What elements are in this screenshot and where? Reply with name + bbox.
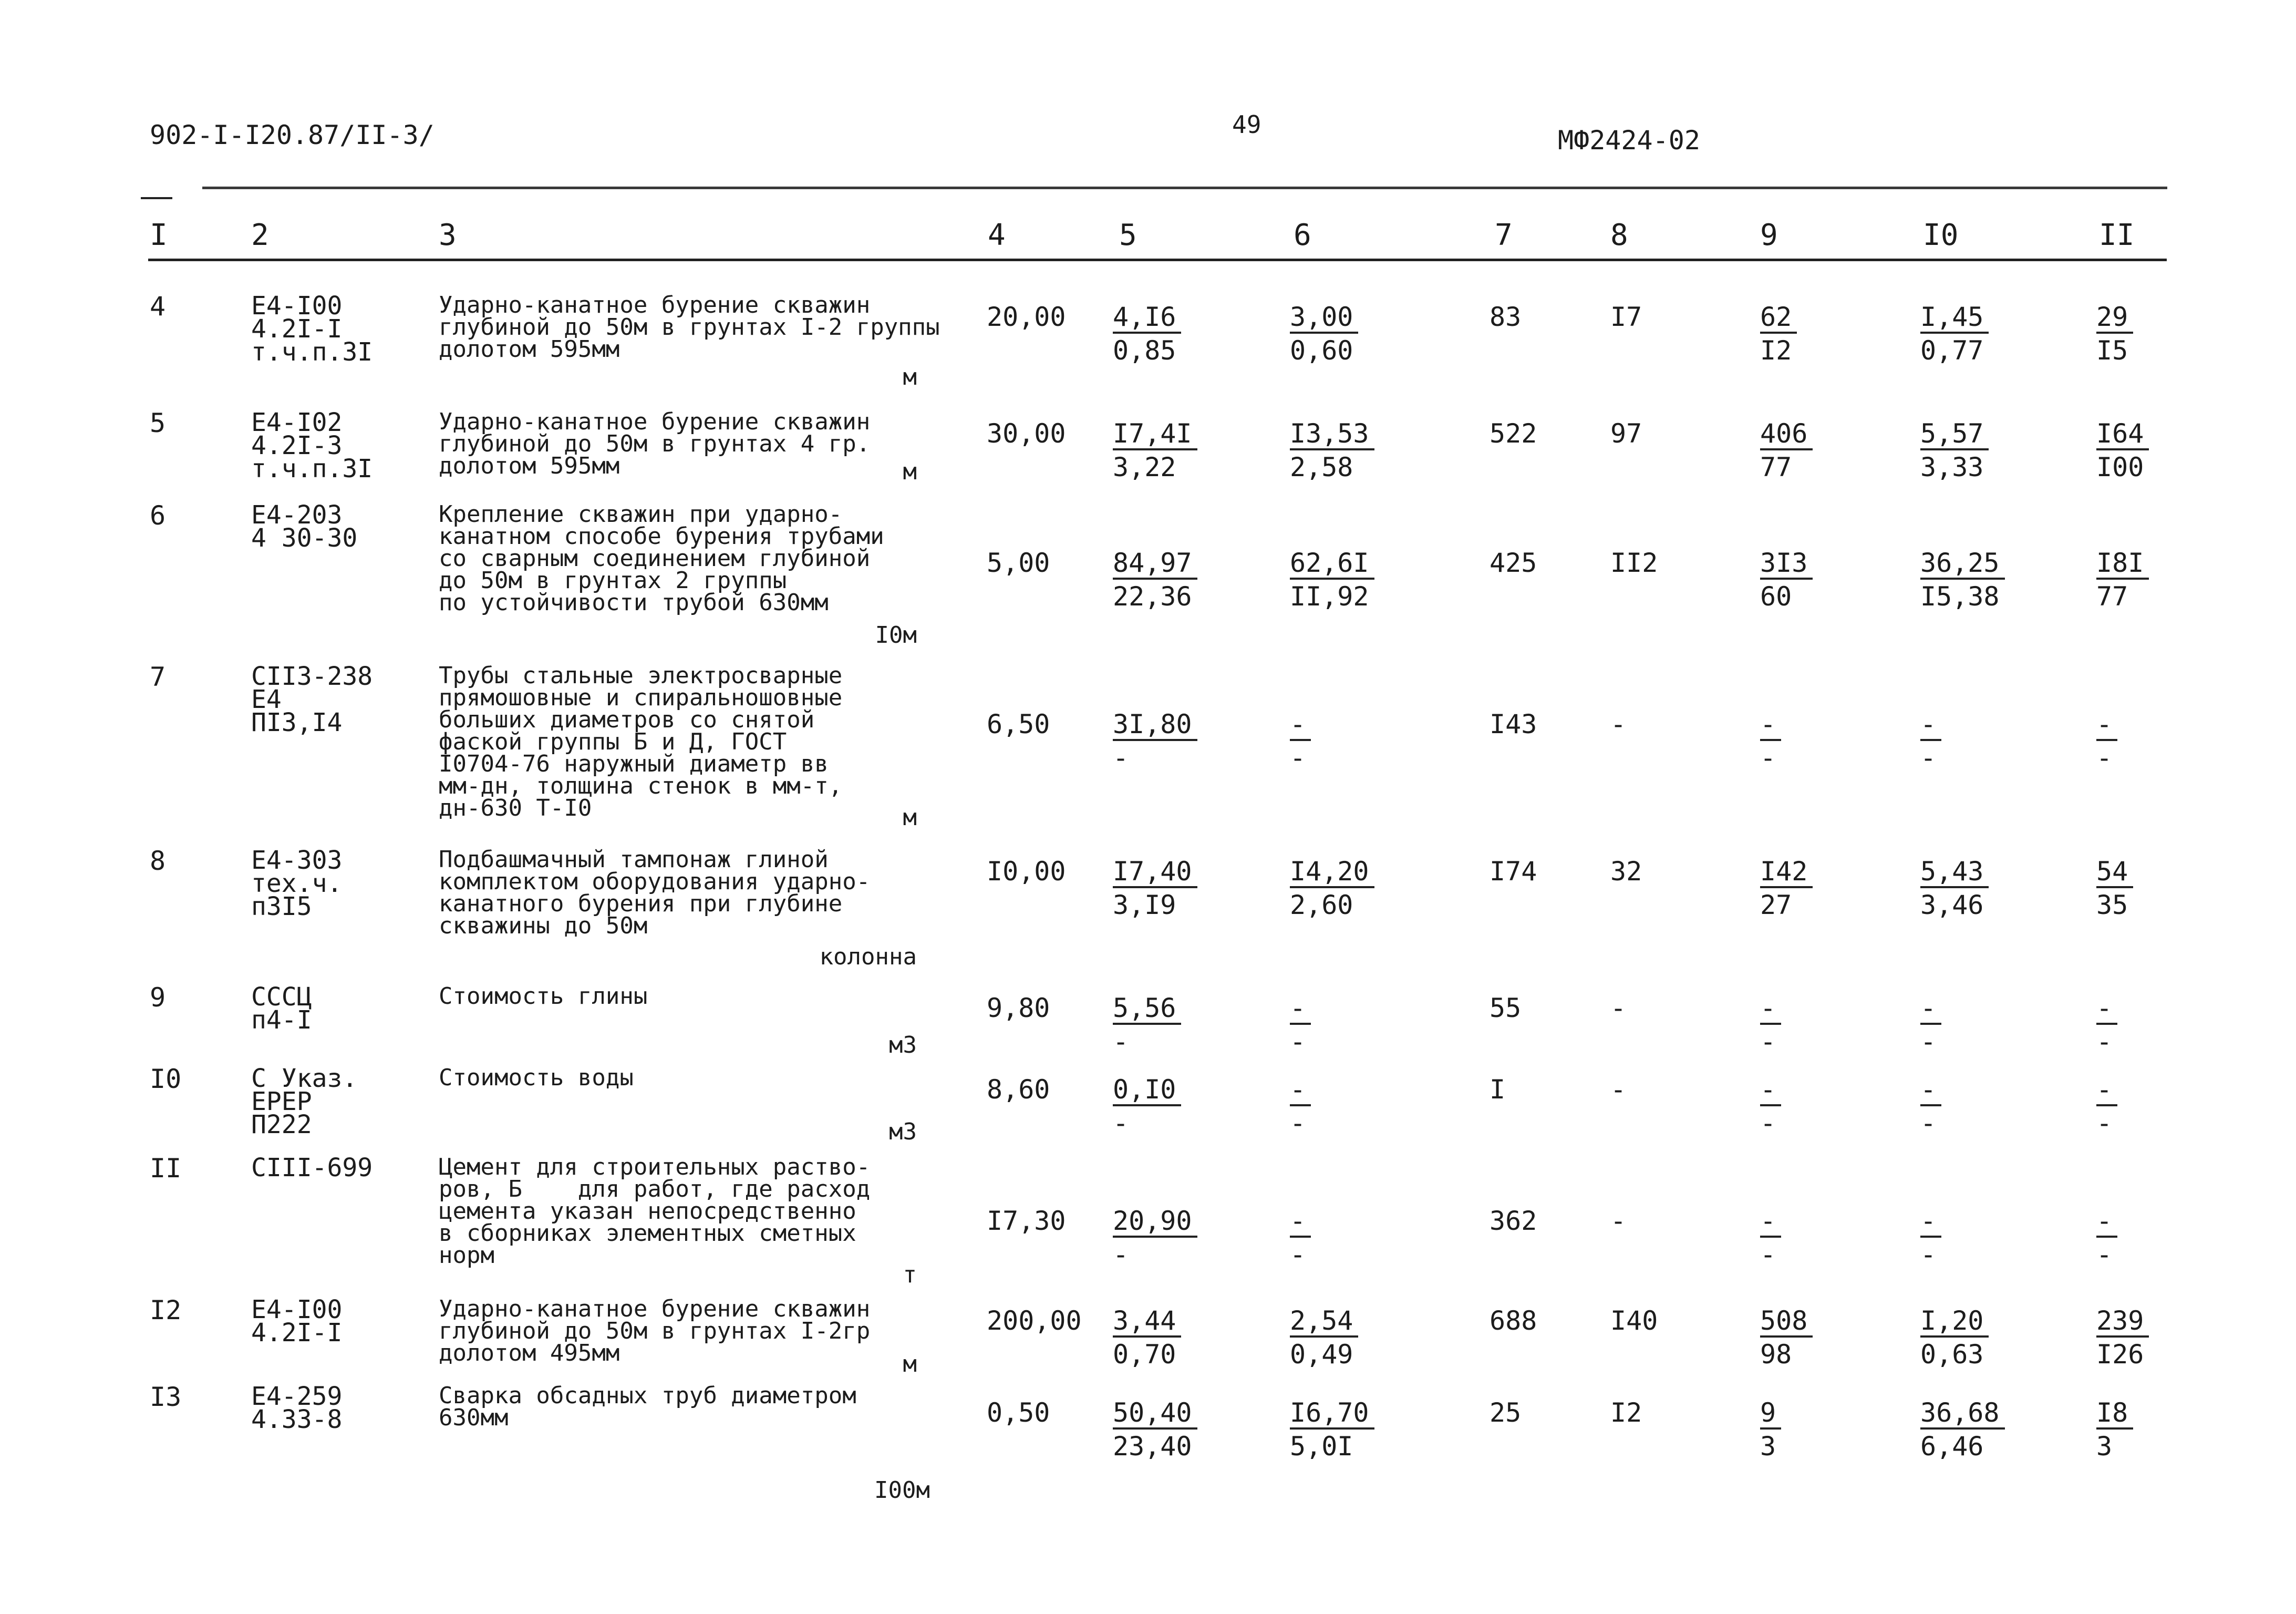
row-number: 8: [150, 846, 166, 876]
cost-c7: 425: [1490, 548, 1537, 578]
page-number: 49: [1232, 110, 1261, 139]
cost-c6-numerator: -: [1290, 1206, 1311, 1238]
column-header-3: 3: [439, 218, 457, 252]
quantity-value: 20,00: [987, 302, 1066, 332]
cost-c10: [1920, 416, 1989, 484]
work-description-line: Ударно-канатное бурение скважин: [439, 1296, 871, 1322]
cost-c5-numerator: 4,I6: [1113, 302, 1181, 334]
cost-c8: -: [1610, 1074, 1627, 1105]
quantity-value: 30,00: [987, 418, 1066, 449]
column-header-9: 9: [1760, 218, 1778, 252]
cost-c9-denominator: 77: [1760, 452, 1792, 482]
cost-c6-denominator: -: [1290, 1026, 1306, 1057]
cost-c6-denominator: -: [1290, 1239, 1306, 1270]
work-description-line: скважины до 50м: [439, 912, 648, 939]
cost-c10: [1920, 1303, 1989, 1371]
cost-c11-denominator: 35: [2096, 890, 2128, 920]
cost-c11-numerator: -: [2096, 993, 2117, 1025]
cost-c9-denominator: I2: [1760, 335, 1792, 366]
cost-c11: [2096, 1072, 2117, 1139]
cost-c9-numerator: 3I3: [1760, 548, 1813, 580]
cost-c5-denominator: 0,70: [1113, 1339, 1176, 1370]
norm-code-line: т.ч.п.3I: [251, 454, 373, 484]
norm-code: [251, 408, 373, 484]
norm-code: [251, 662, 373, 737]
cost-c5-numerator: 5,56: [1113, 993, 1181, 1025]
cost-c6: [1290, 1303, 1358, 1371]
cost-c9-denominator: -: [1760, 1108, 1776, 1138]
work-description-line: в сборниках элементных сметных: [439, 1220, 856, 1247]
work-description-line: Сварка обсадных труб диаметром: [439, 1382, 856, 1409]
cost-c5: [1113, 1303, 1181, 1371]
cost-c10-numerator: -: [1920, 993, 1941, 1025]
cost-c11: [2096, 1303, 2149, 1371]
work-description-line: Крепление скважин при ударно-: [439, 501, 843, 528]
column-header-1: I: [150, 218, 168, 252]
norm-code-line: СIII-699: [251, 1153, 373, 1183]
cost-c6: [1290, 1072, 1311, 1139]
quantity-value: I0,00: [987, 856, 1066, 887]
cost-c5: [1113, 300, 1181, 367]
cost-c5-denominator: -: [1113, 1239, 1129, 1270]
cost-c9-numerator: -: [1760, 1206, 1781, 1238]
cost-c8: I40: [1610, 1305, 1658, 1336]
work-description-line: по устойчивости трубой 630мм: [439, 589, 829, 616]
work-description: [439, 1156, 870, 1267]
row-number: I2: [150, 1295, 182, 1325]
work-description-line: фаской группы Б и Д, ГОСТ: [439, 728, 787, 755]
cost-c10-numerator: I,45: [1920, 302, 1989, 334]
norm-code-line: 4.33-8: [251, 1405, 343, 1434]
work-description-line: цемента указан непосредственно: [439, 1198, 856, 1225]
cost-c9-denominator: 27: [1760, 890, 1792, 920]
work-description-line: Ударно-канатное бурение скважин: [439, 408, 871, 435]
work-description-line: норм: [439, 1242, 494, 1269]
cost-c10-denominator: -: [1920, 743, 1937, 773]
cost-c7: I43: [1490, 709, 1537, 739]
norm-code-line: п3I5: [251, 892, 312, 921]
row-number: 4: [150, 291, 166, 322]
norm-code-line: п4-I: [251, 1005, 312, 1035]
row-number: I0: [150, 1064, 182, 1094]
cost-c11-denominator: I00: [2096, 452, 2144, 482]
work-description-line: долотом 595мм: [439, 453, 620, 479]
cost-c11-denominator: -: [2096, 1108, 2113, 1138]
cost-c10-denominator: 6,46: [1920, 1431, 1984, 1462]
norm-code: [251, 846, 343, 921]
norm-code-line: тех.ч.: [251, 869, 343, 898]
cost-c10: [1920, 854, 1989, 921]
work-description-line: глубиной до 50м в грунтах I-2гр: [439, 1318, 871, 1344]
work-description: [439, 1382, 856, 1431]
quantity-value: 5,00: [987, 548, 1050, 578]
work-description-line: долотом 495мм: [439, 1340, 620, 1366]
quantity-value: 0,50: [987, 1397, 1050, 1428]
unit-of-measure: т: [903, 1261, 917, 1288]
cost-c9: [1760, 1204, 1781, 1271]
cost-c6-denominator: -: [1290, 743, 1306, 773]
cost-c8: I2: [1610, 1397, 1642, 1428]
cost-c5-denominator: 3,I9: [1113, 890, 1176, 920]
cost-c10: [1920, 991, 1941, 1058]
norm-code: [251, 1064, 358, 1139]
norm-code-line: Е4-I00: [251, 291, 343, 321]
cost-c6: [1290, 1395, 1374, 1463]
norm-code-line: С Указ.: [251, 1064, 358, 1093]
work-description-line: глубиной до 50м в грунтах 4 гр.: [439, 430, 871, 457]
quantity-value: 200,00: [987, 1305, 1082, 1336]
cost-c11-numerator: 239: [2096, 1306, 2149, 1338]
cost-c9: [1760, 991, 1781, 1058]
unit-of-measure: м3: [889, 1118, 917, 1145]
cost-c5: [1113, 707, 1197, 774]
column-header-5: 5: [1119, 218, 1137, 252]
norm-code-line: 4.2I-3: [251, 431, 343, 460]
cost-c9: [1760, 1303, 1813, 1371]
top-rule: [202, 187, 2167, 189]
cost-c10-numerator: 5,57: [1920, 419, 1989, 450]
cost-c9: [1760, 546, 1813, 613]
cost-c11-denominator: -: [2096, 743, 2113, 773]
work-description-line: Стоимость воды: [439, 1064, 634, 1091]
cost-c6: [1290, 416, 1374, 484]
cost-c11-numerator: -: [2096, 1075, 2117, 1106]
cost-c10-denominator: 3,46: [1920, 890, 1984, 920]
column-header-4: 4: [988, 218, 1006, 252]
row-number: 7: [150, 662, 166, 692]
cost-c7: 522: [1490, 418, 1537, 449]
column-header-10: I0: [1923, 218, 1959, 252]
top-rule-short: [141, 197, 172, 199]
cost-c6-numerator: 3,00: [1290, 302, 1358, 334]
cost-c8: -: [1610, 993, 1627, 1023]
cost-c11-denominator: I5: [2096, 335, 2128, 366]
row-number: 5: [150, 408, 166, 438]
cost-c11-denominator: I26: [2096, 1339, 2144, 1370]
norm-code: [251, 1382, 343, 1434]
cost-c7: 25: [1490, 1397, 1522, 1428]
cost-c10-numerator: -: [1920, 1206, 1941, 1238]
norm-code-line: Е4-I00: [251, 1295, 343, 1324]
cost-c11: [2096, 546, 2149, 613]
cost-c6-numerator: I4,20: [1290, 857, 1374, 888]
unit-of-measure: I0м: [875, 622, 917, 649]
unit-of-measure: I00м: [874, 1477, 930, 1504]
cost-c7: I: [1490, 1074, 1506, 1105]
cost-c11-denominator: -: [2096, 1239, 2113, 1270]
work-description-line: 630мм: [439, 1404, 509, 1431]
cost-c5: [1113, 1395, 1197, 1463]
cost-c8: -: [1610, 709, 1627, 739]
cost-c10-numerator: I,20: [1920, 1306, 1989, 1338]
cost-c6: [1290, 546, 1374, 613]
cost-c6: [1290, 300, 1358, 367]
norm-code: [251, 1153, 373, 1183]
unit-of-measure: м: [903, 458, 917, 485]
norm-code-line: т.ч.п.3I: [251, 337, 373, 367]
column-header-6: 6: [1294, 218, 1311, 252]
work-description: [439, 294, 940, 361]
cost-c8: II2: [1610, 548, 1658, 578]
column-header-11: II: [2099, 218, 2135, 252]
norm-code-line: ПI3,I4: [251, 708, 343, 737]
document-code: 902-I-I20.87/II-3/: [150, 120, 435, 150]
work-description: [439, 662, 843, 821]
cost-c11-denominator: -: [2096, 1026, 2113, 1057]
work-description-line: Ударно-канатное бурение скважин: [439, 292, 871, 318]
cost-c5-denominator: 3,22: [1113, 452, 1176, 482]
cost-c9-numerator: -: [1760, 993, 1781, 1025]
cost-c9-numerator: 406: [1760, 419, 1813, 450]
cost-c9-denominator: -: [1760, 1026, 1776, 1057]
work-description-line: канатном способе бурения трубами: [439, 523, 884, 550]
work-description-line: Подбашмачный тампонаж глиной: [439, 846, 829, 873]
cost-c5-numerator: 3I,80: [1113, 710, 1197, 741]
cost-c9-denominator: 98: [1760, 1339, 1792, 1370]
cost-c10-numerator: 36,68: [1920, 1398, 2005, 1430]
cost-c9: [1760, 1072, 1781, 1139]
cost-c11: [2096, 1204, 2117, 1271]
cost-c11: [2096, 1395, 2133, 1463]
cost-c6-denominator: II,92: [1290, 581, 1369, 612]
cost-c11: [2096, 707, 2117, 774]
work-description-line: Трубы стальные электросварные: [439, 662, 843, 689]
unit-of-measure: м: [903, 1351, 917, 1377]
cost-c10-numerator: 36,25: [1920, 548, 2005, 580]
norm-code-line: Е4: [251, 685, 282, 714]
quantity-value: 9,80: [987, 993, 1050, 1023]
norm-code: [251, 1295, 343, 1348]
work-description-line: глубиной до 50м в грунтах I-2 группы: [439, 314, 940, 341]
cost-c9: [1760, 1395, 1781, 1463]
work-description-line: Стоимость глины: [439, 983, 648, 1010]
cost-c11-denominator: 3: [2096, 1431, 2113, 1462]
cost-c7: 688: [1490, 1305, 1537, 1336]
cost-c10: [1920, 546, 2005, 613]
norm-code: [251, 982, 312, 1035]
norm-code-line: Е4-203: [251, 500, 343, 530]
cost-c5-denominator: 23,40: [1113, 1431, 1192, 1462]
cost-c6-denominator: 0,49: [1290, 1339, 1353, 1370]
cost-c9-denominator: 3: [1760, 1431, 1776, 1462]
norm-code: [251, 500, 358, 553]
cost-c8: I7: [1610, 302, 1642, 332]
norm-code-line: 4 30-30: [251, 523, 358, 553]
cost-c11-denominator: 77: [2096, 581, 2128, 612]
cost-c6-numerator: -: [1290, 1075, 1311, 1106]
cost-c5: [1113, 1204, 1197, 1271]
cost-c11-numerator: 29: [2096, 302, 2133, 334]
cost-c5-numerator: I7,4I: [1113, 419, 1197, 450]
cost-c9: [1760, 707, 1781, 774]
cost-c5: [1113, 1072, 1181, 1139]
work-description: [439, 1064, 634, 1091]
cost-c8: 97: [1610, 418, 1642, 449]
cost-c6-denominator: 0,60: [1290, 335, 1353, 366]
cost-c9-numerator: 62: [1760, 302, 1797, 334]
work-description: [439, 985, 647, 1008]
work-description: [439, 503, 884, 614]
work-description-line: комплектом оборудования ударно-: [439, 868, 871, 895]
cost-c5-numerator: 3,44: [1113, 1306, 1181, 1338]
cost-c9-numerator: I42: [1760, 857, 1813, 888]
column-header-8: 8: [1610, 218, 1628, 252]
cost-c5-numerator: 0,I0: [1113, 1075, 1181, 1106]
quantity-value: I7,30: [987, 1206, 1066, 1236]
cost-c10-denominator: I5,38: [1920, 581, 2000, 612]
cost-c6: [1290, 854, 1374, 921]
cost-c11-numerator: 54: [2096, 857, 2133, 888]
work-description-line: ров, Б для работ, где расход: [439, 1176, 871, 1202]
quantity-value: 6,50: [987, 709, 1050, 739]
cost-c11-numerator: I64: [2096, 419, 2149, 450]
cost-c6: [1290, 991, 1311, 1058]
cost-c11: [2096, 300, 2133, 367]
cost-c6-denominator: 2,58: [1290, 452, 1353, 482]
work-description-line: I0704-76 наружный диаметр вв: [439, 751, 829, 777]
cost-c9-denominator: 60: [1760, 581, 1792, 612]
norm-code-line: Е4-303: [251, 846, 343, 875]
work-description-line: до 50м в грунтах 2 группы: [439, 567, 787, 594]
cost-c5-denominator: -: [1113, 1108, 1129, 1138]
cost-c9: [1760, 300, 1797, 367]
cost-c5-denominator: 0,85: [1113, 335, 1176, 366]
cost-c8: -: [1610, 1206, 1627, 1236]
cost-c7: 362: [1490, 1206, 1537, 1236]
cost-c10-numerator: -: [1920, 1075, 1941, 1106]
cost-c6: [1290, 707, 1311, 774]
cost-c6-numerator: 2,54: [1290, 1306, 1358, 1338]
cost-c6-numerator: 62,6I: [1290, 548, 1374, 580]
cost-c9-numerator: 508: [1760, 1306, 1813, 1338]
cost-c10-denominator: 3,33: [1920, 452, 1984, 482]
norm-code-line: СII3-238: [251, 662, 373, 691]
cost-c6-numerator: -: [1290, 710, 1311, 741]
cost-c9-denominator: -: [1760, 743, 1776, 773]
cost-c5: [1113, 546, 1197, 613]
work-description-line: долотом 595мм: [439, 336, 620, 363]
cost-c11-numerator: -: [2096, 710, 2117, 741]
unit-of-measure: колонна: [819, 943, 917, 970]
cost-c10-denominator: -: [1920, 1026, 1937, 1057]
cost-c11: [2096, 416, 2149, 484]
cost-c10: [1920, 1204, 1941, 1271]
cost-c11-numerator: I8I: [2096, 548, 2149, 580]
cost-c11-numerator: -: [2096, 1206, 2117, 1238]
cost-c9-numerator: 9: [1760, 1398, 1781, 1430]
cost-c9-numerator: -: [1760, 1075, 1781, 1106]
work-description-line: со сварным соединением глубиной: [439, 545, 871, 572]
cost-c10-denominator: 0,63: [1920, 1339, 1984, 1370]
work-description-line: дн-630 Т-I0: [439, 795, 592, 821]
cost-c6-denominator: 2,60: [1290, 890, 1353, 920]
cost-c10-denominator: 0,77: [1920, 335, 1984, 366]
cost-c6-numerator: -: [1290, 993, 1311, 1025]
row-number: II: [150, 1153, 182, 1184]
cost-c6-numerator: I6,70: [1290, 1398, 1374, 1430]
cost-c5-numerator: 20,90: [1113, 1206, 1197, 1238]
row-number: 9: [150, 982, 166, 1013]
work-description-line: больших диаметров со снятой: [439, 706, 815, 733]
cost-c10-denominator: -: [1920, 1108, 1937, 1138]
cost-c9: [1760, 854, 1813, 921]
cost-c5-numerator: 84,97: [1113, 548, 1197, 580]
cost-c5-denominator: 22,36: [1113, 581, 1192, 612]
cost-c11: [2096, 991, 2117, 1058]
row-number: I3: [150, 1382, 182, 1412]
cost-c5-denominator: -: [1113, 1026, 1129, 1057]
cost-c10-numerator: 5,43: [1920, 857, 1989, 888]
cost-c10: [1920, 1072, 1941, 1139]
cost-c5: [1113, 991, 1181, 1058]
sheet-code: МФ2424-02: [1558, 125, 1700, 156]
cost-c5: [1113, 854, 1197, 921]
unit-of-measure: м: [903, 364, 917, 390]
norm-code: [251, 291, 373, 367]
unit-of-measure: м: [903, 804, 917, 831]
norm-code-line: ЕРЕР: [251, 1087, 312, 1116]
cost-c10: [1920, 300, 1989, 367]
cost-c11: [2096, 854, 2133, 921]
norm-code-line: Е4-259: [251, 1382, 343, 1411]
column-header-2: 2: [251, 218, 269, 252]
work-description-line: мм-дн, толщина стенок в мм-т,: [439, 773, 843, 799]
norm-code-line: 4.2I-I: [251, 314, 343, 344]
norm-code-line: Е4-I02: [251, 408, 343, 437]
cost-c8: 32: [1610, 856, 1642, 887]
cost-c5: [1113, 416, 1197, 484]
cost-c7: 55: [1490, 993, 1522, 1023]
work-description-line: прямошовные и спиральношовные: [439, 684, 843, 711]
row-number: 6: [150, 500, 166, 531]
quantity-value: 8,60: [987, 1074, 1050, 1105]
cost-c9-numerator: -: [1760, 710, 1781, 741]
cost-c9: [1760, 416, 1813, 484]
cost-c10: [1920, 707, 1941, 774]
cost-c6-denominator: 5,0I: [1290, 1431, 1353, 1462]
cost-c5-numerator: I7,40: [1113, 857, 1197, 888]
cost-c6-numerator: I3,53: [1290, 419, 1374, 450]
unit-of-measure: м3: [889, 1032, 917, 1058]
cost-c5-denominator: -: [1113, 743, 1129, 773]
cost-c6: [1290, 1204, 1311, 1271]
work-description-line: Цемент для строительных раство-: [439, 1154, 871, 1180]
cost-c6-denominator: -: [1290, 1108, 1306, 1138]
cost-c7: 83: [1490, 302, 1522, 332]
norm-code-line: П222: [251, 1110, 312, 1139]
cost-c5-numerator: 50,40: [1113, 1398, 1197, 1430]
work-description: [439, 846, 871, 939]
norm-code-line: 4.2I-I: [251, 1318, 343, 1348]
cost-c10-denominator: -: [1920, 1239, 1937, 1270]
cost-c10: [1920, 1395, 2005, 1463]
work-description-line: канатного бурения при глубине: [439, 890, 843, 917]
cost-c7: I74: [1490, 856, 1537, 887]
cost-c10-numerator: -: [1920, 710, 1941, 741]
cost-c9-denominator: -: [1760, 1239, 1776, 1270]
column-header-7: 7: [1495, 218, 1513, 252]
cost-c11-numerator: I8: [2096, 1398, 2133, 1430]
header-rule: [148, 259, 2167, 261]
norm-code-line: СССЦ: [251, 982, 312, 1012]
